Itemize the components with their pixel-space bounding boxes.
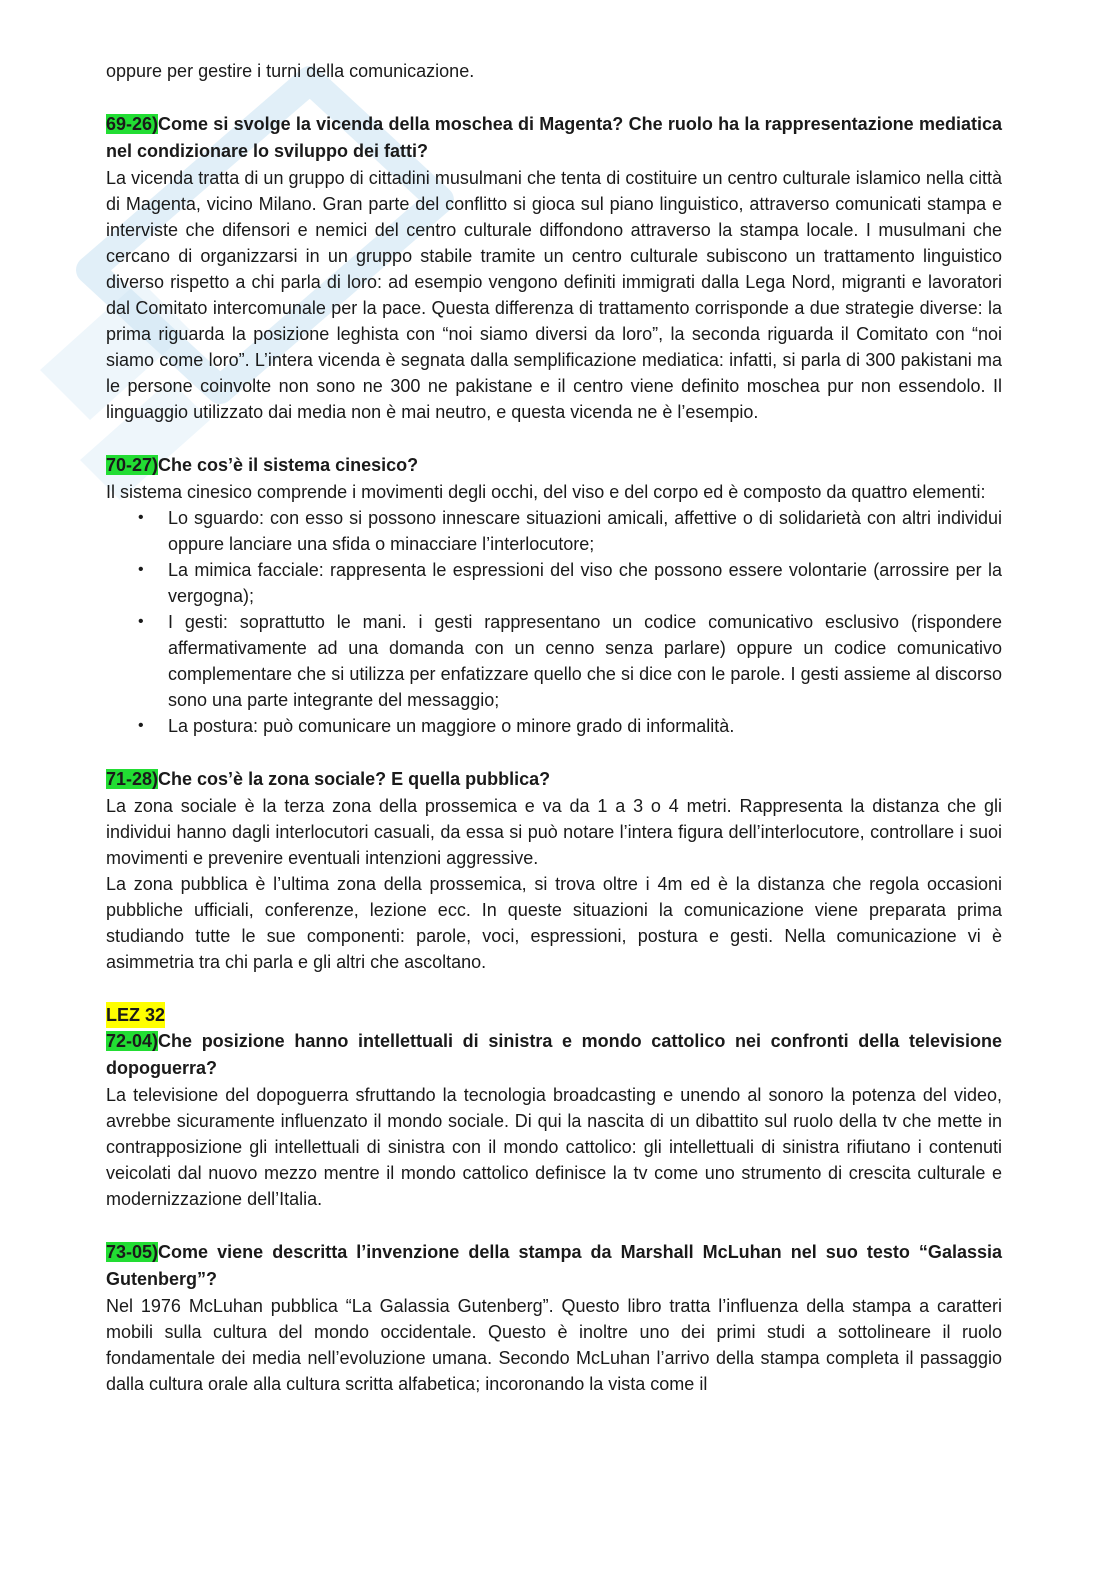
- question-69-26: [106, 111, 1002, 425]
- question-title: 70-27)Che cos’è il sistema cinesico?: [106, 455, 419, 475]
- question-number: 72-04): [106, 1031, 159, 1051]
- bullet-icon: •: [138, 509, 144, 526]
- list-item: • I gesti: soprattutto le mani. i gesti rappresentano un codice comunicativo esclusivo (rispondere affermativamente ad una domanda con un cenno senza parlare) oppure un codice comunicativo complementare che si utilizza per enfatizzare quello che si dice con le parole. I gesti assieme al discorso sono una parte integrante del messaggio;: [106, 609, 1002, 713]
- question-title: 69-26)Come si svolge la vicenda della moschea di Magenta? Che ruolo ha la rappresentazione mediatica nel condizionare lo sviluppo dei fatti?: [106, 114, 1002, 161]
- answer-text: La vicenda tratta di un gruppo di cittadini musulmani che tenta di costituire un centro culturale islamico nella città di Magenta, vicino Milano. Gran parte del conflitto si gioca sul piano linguistico, attraverso comunicati stampa e interviste che difensori e nemici del centro culturale diffondono attraverso la stampa locale. I musulmani che cercano di organizzarsi in un gruppo stabile tramite un centro culturale subiscono un trattamento linguistico diverso rispetto a chi parla di loro: ad esempio vengono definiti immigrati dalla Lega Nord, migranti e lavoratori dal Comitato intercomunale per la pace. Questa differenza di trattamento corrisponde a due strategie diverse: la prima riguarda la posizione leghista con “noi siamo diversi da loro”, la seconda riguarda il Comitato con “noi siamo come loro”. L’intera vicenda è segnata dalla semplificazione mediatica: infatti, si parla di 300 pakistani ma le persone coinvolte non sono ne 300 ne pakistane e il centro viene definito moschea pur non essendolo. Il linguaggio utilizzato dai media non è mai neutro, e questa vicenda ne è l’esempio.: [106, 168, 1002, 422]
- kinesic-elements-list: [106, 505, 1002, 739]
- answer-text: Nel 1976 McLuhan pubblica “La Galassia Gutenberg”. Questo libro tratta l’influenza della stampa a caratteri mobili sulla cultura del mondo occidentale. Questo è inoltre uno dei primi studi a sottolineare il ruolo fondamentale dei media nell’evoluzione umana. Secondo McLuhan l’arrivo della stampa completa il passaggio dalla cultura orale alla cultura scritta alfabetica; incoronando la vista come il: [106, 1296, 1002, 1394]
- answer-text: Il sistema cinesico comprende i movimenti degli occhi, del viso e del corpo ed è composto da quattro elementi:: [106, 482, 986, 502]
- question-72-04: [106, 1028, 1002, 1212]
- intro-line: oppure per gestire i turni della comunicazione.: [106, 61, 475, 81]
- question-73-05: [106, 1239, 1002, 1397]
- question-number: 70-27): [106, 455, 159, 475]
- lesson-label: LEZ 32: [106, 1002, 165, 1028]
- answer-text-social-zone: La zona sociale è la terza zona della prossemica e va da 1 a 3 o 4 metri. Rappresenta la distanza che gli individui hanno dagli interlocutori casuali, da essa si può notare l’intera figura dell’interlocutore, controllare i suoi movimenti e prevenire eventuali intenzioni aggressive.: [106, 796, 1002, 868]
- question-71-28: [106, 766, 1002, 975]
- question-number: 73-05): [106, 1242, 159, 1262]
- answer-text-public-zone: La zona pubblica è l’ultima zona della prossemica, si trova oltre i 4m ed è la distanza che regola occasioni pubbliche ufficiali, conferenze, lezione ecc. In queste situazioni la comunicazione viene preparata prima studiando tutte le sue componenti: parole, voci, espressioni, postura e gesti. Nella comunicazione vi è asimmetria tra chi parla e gli altri che ascoltano.: [106, 874, 1002, 972]
- answer-text: La televisione del dopoguerra sfruttando la tecnologia broadcasting e unendo al sonoro la potenza del video, avrebbe sicuramente influenzato il mondo sociale. Di qui la nascita di un dibattito sul ruolo della tv che mette in contrapposizione gli intellettuali di sinistra con il mondo cattolico: gli intellettuali di sinistra rifiutano i contenuti veicolati dal nuovo mezzo mentre il mondo cattolico definisce la tv come uno strumento di crescita culturale e modernizzazione dell’Italia.: [106, 1085, 1002, 1209]
- bullet-icon: •: [138, 717, 144, 734]
- question-title: 71-28)Che cos’è la zona sociale? E quella pubblica?: [106, 769, 551, 789]
- bullet-icon: •: [138, 561, 144, 578]
- question-70-27: [106, 452, 1002, 739]
- list-item: • La mimica facciale: rappresenta le espressioni del viso che possono essere volontarie (arrossire per la vergogna);: [106, 557, 1002, 609]
- bullet-icon: •: [138, 613, 144, 630]
- list-item: • Lo sguardo: con esso si possono innescare situazioni amicali, affettive o di solidarietà con altri individui oppure lanciare una sfida o minacciare l’interlocutore;: [106, 505, 1002, 557]
- question-title: 72-04)Che posizione hanno intellettuali di sinistra e mondo cattolico nei confronti della televisione dopoguerra?: [106, 1031, 1002, 1078]
- question-title: 73-05)Come viene descritta l’invenzione della stampa da Marshall McLuhan nel suo testo “Galassia Gutenberg”?: [106, 1242, 1002, 1289]
- question-number: 69-26): [106, 114, 159, 134]
- list-item: • La postura: può comunicare un maggiore o minore grado di informalità.: [106, 713, 1002, 739]
- document-page: [106, 58, 1002, 1397]
- question-number: 71-28): [106, 769, 159, 789]
